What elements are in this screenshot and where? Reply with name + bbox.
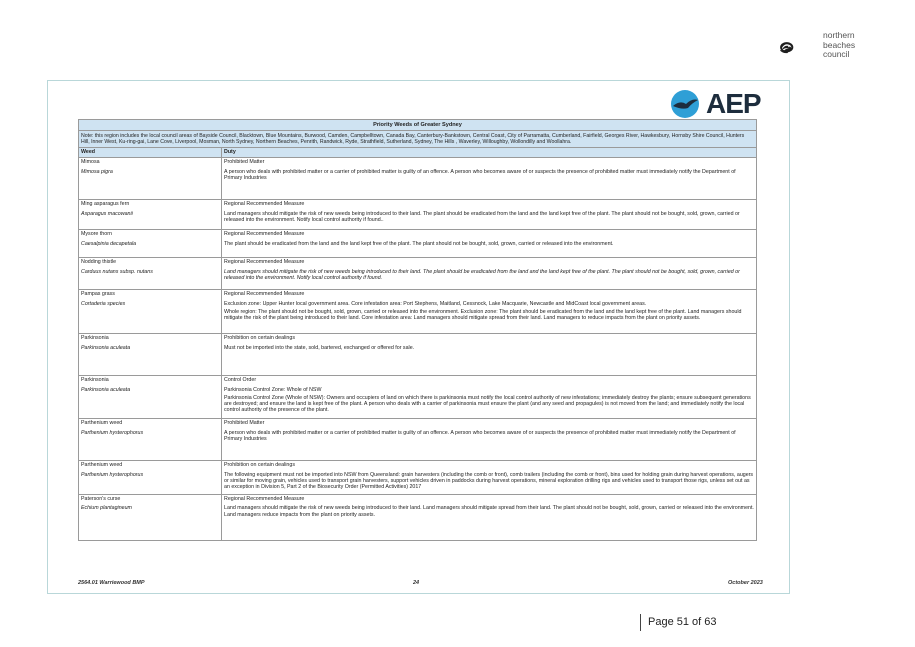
column-header-weed: Weed (79, 147, 222, 157)
duty-text: Whole region: The plant should not be bought, sold, grown, carried or released into the environment. Exclusion zone: The plant should be eradicated from the land and the land kept free of the plant. Land managers should mitigate the risk of the plant being introduced to their land. Core infestation area: Land managers should mitigate spread from their land. Land managers to reduce impacts from the plant on priority assets. (224, 308, 742, 321)
weed-scientific-name: Carduus nutans subsp. nutans (81, 268, 153, 275)
weed-scientific-name: Echium plantagineum (81, 505, 132, 512)
table-row (79, 418, 757, 460)
weed-cell (79, 229, 222, 257)
weed-scientific-name: Parthenium hysterophorus (81, 471, 144, 478)
duty-text: A person who deals with prohibited matter or a carrier of prohibited matter is guilty of an offence. A person who becomes aware of or suspects the presence of prohibited matter must immediately notify the Department of Primary Industries (224, 168, 736, 181)
weed-cell (79, 418, 222, 460)
duty-type: Prohibited Matter (224, 420, 265, 427)
weed-cell (79, 460, 222, 494)
weed-cell (79, 199, 222, 229)
duty-cell (222, 418, 757, 460)
duty-text: Must not be imported into the state, sold, bartered, exchanged or offered for sale. (224, 344, 415, 351)
weed-scientific-name: Parkinsonia aculeata (81, 344, 131, 351)
weed-cell (79, 289, 222, 333)
table-title: Priority Weeds of Greater Sydney (79, 120, 757, 131)
weed-scientific-name: Asparagus macowanii (81, 210, 133, 217)
table-row (79, 460, 757, 494)
duty-cell (222, 375, 757, 418)
duty-type: Regional Recommended Measure (224, 291, 305, 298)
priority-weeds-table (78, 119, 757, 541)
duty-cell (222, 460, 757, 494)
page-indicator: Page 51 of 63 (640, 614, 717, 631)
footer-document-ref: 2564.01 Warriewood BMP (78, 580, 145, 586)
weed-cell (79, 333, 222, 375)
duty-type: Regional Recommended Measure (224, 259, 305, 266)
footer-date: October 2023 (728, 580, 763, 586)
duty-type: Prohibition on certain dealings (224, 462, 295, 469)
table-note: Note: this region includes the local council areas of Bayside Council, Blacktown, Blue Mountains, Burwood, Camden, Campbelltown, Canada Bay, Canterbury-Bankstown, Central Coast, City of Parramatta, Cumberland, Fairfield, Georges River, Hawkesbury, Hornsby Shire Council, Hunters Hill, Inner West, Ku-ring-gai, Lane Cove, Liverpool, Mosman, North Sydney, Northern Beaches, Penrith, Randwick, Ryde, Strathfield, Sutherland, Sydney, The Hills , Waverley, Willoughby, Wollondilly and Woollahra. (79, 131, 757, 147)
duty-text: Exclusion zone: Upper Hunter local government area. Core infestation area: Port Stephens, Maitland, Cessnock, Lake Macquarie, Newcastle and MidCoast local government areas. (224, 300, 647, 307)
duty-type: Control Order (224, 377, 257, 384)
weed-scientific-name: Mimosa pigra (81, 168, 113, 175)
council-name (823, 31, 855, 60)
council-line-3: council (823, 49, 850, 59)
northern-beaches-council-logo (779, 28, 823, 68)
table-row (79, 257, 757, 289)
table-row (79, 375, 757, 418)
weed-common-name: Parthenium weed (81, 420, 123, 427)
duty-type: Regional Recommended Measure (224, 231, 305, 238)
duty-text: The following equipment must not be imported into NSW from Queensland: grain harvesters (including the comb or front), comb trailers (including the comb or front), bins used for holding grain during harvest operations, augers or similar for moving grain, vehicles used to transport grain harvesters, support vehicles driven in paddocks during harvest operations, mineral exploration drilling rigs and vehicles used to transport those rigs, unless set out as an exception in Division 5, Part 2 of the Biosecurity Order (Permitted Activities) 2017 (224, 471, 754, 490)
weed-common-name: Paterson's curse (81, 496, 121, 503)
council-line-1: northern (823, 30, 855, 40)
council-line-2: beaches (823, 39, 856, 50)
weed-scientific-name: Caesalpinia decapetala (81, 240, 137, 247)
duty-cell (222, 157, 757, 199)
footer-page-number: 24 (413, 580, 420, 586)
aep-bird-icon (668, 89, 702, 119)
duty-type: Prohibited Matter (224, 159, 265, 166)
weed-scientific-name: Parthenium hysterophorus (81, 429, 144, 436)
duty-text: Parkinsonia Control Zone: Whole of NSW (224, 386, 322, 393)
duty-cell (222, 257, 757, 289)
duty-text: Parkinsonia Control Zone (Whole of NSW): Owners and occupiers of land on which there is parkinsonia must notify the local control authority of new infestations; immediately destroy the plants; ensure subsequent generations are destroyed; and ensure the land is kept free of the plant. A person who deals with a carrier of parkinsonia must ensure the plant (and any seed and propagules) is not moved from the land; and immediately notify the local control authority of the presence of the plant. (224, 394, 751, 414)
aep-logo-text: AEP (706, 88, 761, 119)
weed-common-name: Ming asparagus fern (81, 201, 130, 208)
duty-text: The plant should be eradicated from the land and the land kept free of the plant. The plant should not be bought, sold, grown, carried or released into the environment. (224, 240, 614, 247)
weed-cell (79, 257, 222, 289)
table-row (79, 289, 757, 333)
table-row (79, 229, 757, 257)
duty-text: A person who deals with prohibited matter or a carrier of prohibited matter is guilty of an offence. A person who becomes aware of or suspects the presence of prohibited matter must immediately notify the Department of Primary Industries (224, 429, 736, 442)
weed-cell (79, 375, 222, 418)
table-row (79, 333, 757, 375)
duty-type: Regional Recommended Measure (224, 496, 305, 503)
weed-common-name: Parthenium weed (81, 462, 123, 469)
duty-type: Prohibition on certain dealings (224, 335, 295, 342)
weed-cell (79, 494, 222, 540)
table-row (79, 157, 757, 199)
weed-common-name: Pampas grass (81, 291, 115, 298)
duty-cell (222, 494, 757, 540)
table-row (79, 494, 757, 540)
aep-logo (668, 89, 761, 119)
weed-common-name: Parkinsonia (81, 335, 109, 342)
duty-cell (222, 199, 757, 229)
weed-cell (79, 157, 222, 199)
duty-cell (222, 333, 757, 375)
column-header-duty: Duty (222, 147, 757, 157)
duty-text: Land managers should mitigate the risk of new weeds being introduced to their land. The plant should be eradicated from the land and the land kept free of the plant. The plant should not be bought, sold, grown, carried or released into the environment. Notify local control authority if found.. (224, 210, 740, 223)
weed-common-name: Mimosa (81, 159, 100, 166)
weed-scientific-name: Parkinsonia aculeata (81, 386, 131, 393)
table-row (79, 199, 757, 229)
duty-cell (222, 289, 757, 333)
duty-text: Land managers should mitigate the risk of new weeds being introduced to their land. The plant should be eradicated from the land and the land kept free of the plant. The plant should not be bought, sold, grown, carried or released into the environment. Notify local control authority if found. (224, 268, 740, 281)
duty-type: Regional Recommended Measure (224, 201, 305, 208)
duty-cell (222, 229, 757, 257)
weed-common-name: Mysore thorn (81, 231, 112, 238)
weed-common-name: Parkinsonia (81, 377, 109, 384)
weed-scientific-name: Cortaderia species (81, 300, 126, 307)
weed-common-name: Nodding thistle (81, 259, 117, 266)
duty-text: Land managers should mitigate the risk of new weeds being introduced to their land. Land managers should mitigate spread from their land. The plant should not be bought, sold, grown, carried or released into the environment. Land managers reduce impacts from the plant on priority assets. (224, 505, 754, 518)
